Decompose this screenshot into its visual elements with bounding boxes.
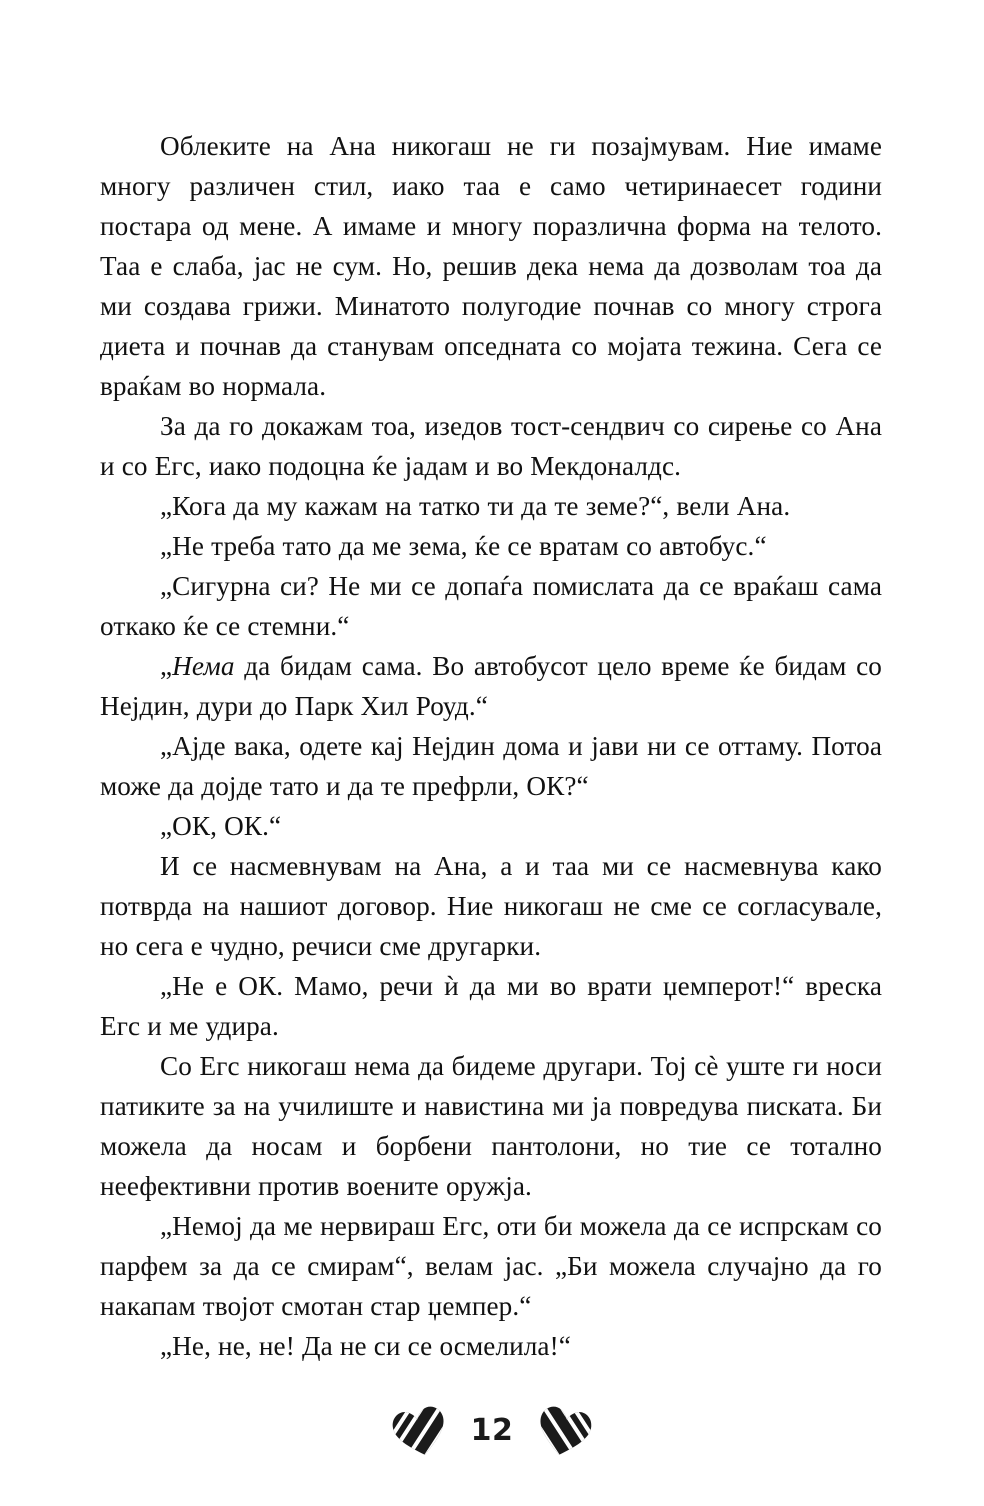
page-number: 12 — [470, 1413, 514, 1448]
hatched-heart-mirrored-icon — [535, 1403, 593, 1461]
paragraph: „Кога да му кажам на татко ти да те земе?“, вели Ана. — [160, 491, 791, 521]
paragraph: Со Егс никогаш нема да бидеме другари. Тој сѐ уште ги носи патиките за на училиште и навистина ми ја повредува писката. Би можела да носам и борбени пантолони, но тие се тотално неефективни против воените оружја. — [100, 1051, 882, 1201]
paragraph: „ОК, ОК.“ — [160, 811, 282, 841]
paragraph-remainder: да бидам сама. Во автобусот цело време ќе бидам со Нејдин, дури до Парк Хил Роуд.“ — [100, 651, 882, 721]
paragraph: За да го докажам тоа, изедов тост-сендвич со сирење со Ана и со Егс, иако подоцна ќе јадам и во Мекдоналдс. — [100, 411, 882, 481]
paragraph-with-italic — [100, 646, 882, 726]
paragraph: Облеките на Ана никогаш не ги позајмувам. Ние имаме многу различен стил, иако таа е само четиринаесет години постара од мене. А имаме и многу поразлична форма на телото. Таа е слаба, јас не сум. Но, решив дека нема да дозволам тоа да ми создава грижи. Минатото полугодие почнав со многу строга диета и почнав да станувам опседната со мојата тежина. Сега се враќам во нормала. — [100, 131, 882, 401]
paragraph: „Не треба тато да ме зема, ќе се вратам со автобус.“ — [160, 531, 767, 561]
italic-emphasis: Нема — [172, 651, 235, 681]
quote-open: „ — [160, 651, 173, 681]
paragraph: И се насмевнувам на Ана, а и таа ми се насмевнува како потврда на нашиот договор. Ние никогаш не сме се согласувале, но сега е чудно, речиси сме другарки. — [100, 851, 882, 961]
hatched-heart-icon — [391, 1403, 449, 1461]
paragraph: „Не е ОК. Мамо, речи ѝ да ми во врати џемперот!“ вреска Егс и ме удира. — [100, 971, 882, 1041]
paragraph: „Ајде вака, одете кај Нејдин дома и јави ни се оттаму. Потоа може да дојде тато и да те префрли, ОК?“ — [100, 731, 882, 801]
page-footer — [0, 1392, 984, 1472]
paragraph: „Немој да ме нервираш Егс, оти би можела да се испрскам со парфем за да се смирам“, велам јас. „Би можела случајно да го накапам твојот смотан стар џемпер.“ — [100, 1211, 882, 1321]
paragraph: „Сигурна си? Не ми се допаѓа помислата да се враќаш сама откако ќе се стемни.“ — [100, 571, 882, 641]
paragraph: „Не, не, не! Да не си се осмелила!“ — [160, 1331, 571, 1361]
body-text-block — [100, 126, 882, 1366]
